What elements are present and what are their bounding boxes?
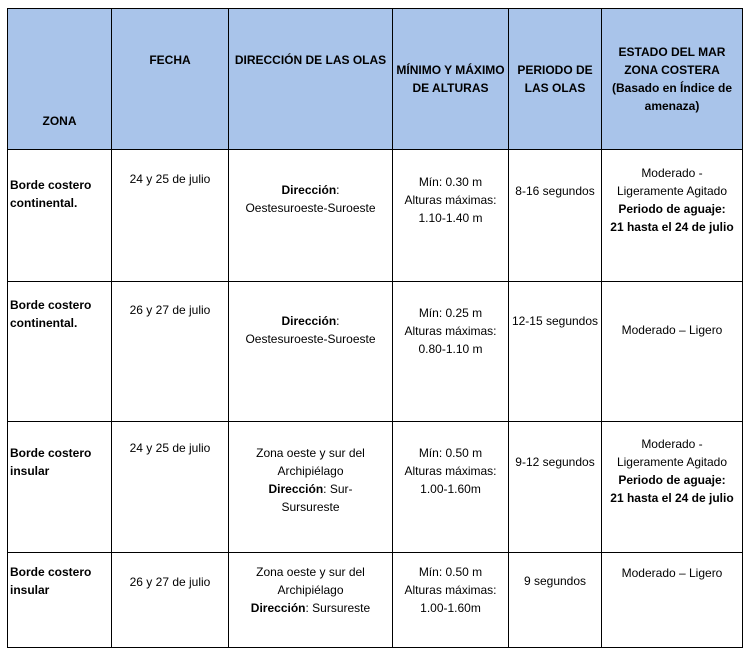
zona-cell: Borde costero continental. bbox=[8, 150, 112, 282]
table-row bbox=[8, 553, 743, 648]
header-row bbox=[8, 9, 743, 150]
direccion-cell bbox=[229, 150, 393, 282]
periodo-cell: 9 segundos bbox=[509, 553, 602, 648]
alturas-max-label: Alturas máximas: bbox=[404, 583, 497, 597]
header-fecha: FECHA bbox=[112, 9, 229, 150]
alturas-cell bbox=[393, 150, 509, 282]
alturas-max: 1.00-1.60m bbox=[420, 482, 481, 496]
alturas-min: Mín: 0.25 m bbox=[418, 306, 483, 320]
direccion-label: Dirección bbox=[281, 183, 337, 197]
direccion-cell bbox=[229, 553, 393, 648]
zona-cell: Borde costero continental. bbox=[8, 282, 112, 422]
direccion-value: : Oestesuroeste-Suroeste bbox=[245, 183, 376, 215]
fecha-cell: 24 y 25 de julio bbox=[112, 150, 229, 282]
estado-cell bbox=[602, 150, 743, 282]
periodo-cell: 12-15 segundos bbox=[509, 282, 602, 422]
direccion-value: : Sursureste bbox=[305, 601, 371, 615]
periodo-cell: 9-12 segundos bbox=[509, 422, 602, 553]
estado-cell: Moderado – Ligero bbox=[602, 282, 743, 422]
table-row bbox=[8, 422, 743, 553]
direccion-value: : Oestesuroeste-Suroeste bbox=[245, 314, 376, 346]
alturas-max-label: Alturas máximas: bbox=[404, 324, 497, 338]
table-row bbox=[8, 282, 743, 422]
alturas-min: Mín: 0.30 m bbox=[418, 175, 483, 189]
direccion-zona: Zona oeste y sur del Archipiélago bbox=[256, 446, 365, 478]
zona-cell: Borde costero insular bbox=[8, 553, 112, 648]
aguaje-text: Periodo de aguaje: 21 hasta el 24 de julio bbox=[610, 202, 734, 234]
direccion-zona: Zona oeste y sur del Archipiélago bbox=[256, 565, 365, 597]
zona-cell: Borde costero insular bbox=[8, 422, 112, 553]
estado-cell: Moderado – Ligero bbox=[602, 553, 743, 648]
alturas-cell bbox=[393, 422, 509, 553]
direccion-cell bbox=[229, 422, 393, 553]
header-estado-line3: (Basado en Índice de amenaza) bbox=[611, 81, 733, 113]
alturas-max: 1.00-1.60m bbox=[420, 601, 481, 615]
estado-value: Moderado - Ligeramente Agitado bbox=[616, 166, 728, 198]
direccion-value: : Sur- Sursureste bbox=[281, 482, 353, 514]
alturas-min: Mín: 0.50 m bbox=[418, 446, 483, 460]
header-alturas: MÍNIMO Y MÁXIMO DE ALTURAS bbox=[393, 9, 509, 150]
header-estado bbox=[602, 9, 743, 150]
alturas-cell bbox=[393, 282, 509, 422]
periodo-cell: 8-16 segundos bbox=[509, 150, 602, 282]
wave-forecast-table bbox=[7, 8, 743, 648]
fecha-cell: 26 y 27 de julio bbox=[112, 553, 229, 648]
fecha-cell: 26 y 27 de julio bbox=[112, 282, 229, 422]
direccion-cell bbox=[229, 282, 393, 422]
estado-cell bbox=[602, 422, 743, 553]
alturas-max-label: Alturas máximas: bbox=[404, 193, 497, 207]
table-row bbox=[8, 150, 743, 282]
header-estado-line1: ESTADO DEL MAR bbox=[618, 45, 726, 59]
header-zona: ZONA bbox=[8, 9, 112, 150]
header-periodo: PERIODO DE LAS OLAS bbox=[509, 9, 602, 150]
alturas-max-label: Alturas máximas: bbox=[404, 464, 497, 478]
fecha-cell: 24 y 25 de julio bbox=[112, 422, 229, 553]
alturas-cell bbox=[393, 553, 509, 648]
direccion-label: Dirección bbox=[268, 482, 324, 496]
header-estado-line2: ZONA COSTERA bbox=[624, 63, 720, 77]
alturas-max: 0.80-1.10 m bbox=[418, 342, 483, 356]
alturas-min: Mín: 0.50 m bbox=[418, 565, 483, 579]
direccion-label: Dirección bbox=[250, 601, 306, 615]
direccion-label: Dirección bbox=[281, 314, 337, 328]
aguaje-text: Periodo de aguaje: 21 hasta el 24 de julio bbox=[610, 473, 734, 505]
header-direccion: DIRECCIÓN DE LAS OLAS bbox=[229, 9, 393, 150]
estado-value: Moderado - Ligeramente Agitado bbox=[616, 437, 728, 469]
alturas-max: 1.10-1.40 m bbox=[418, 211, 483, 225]
